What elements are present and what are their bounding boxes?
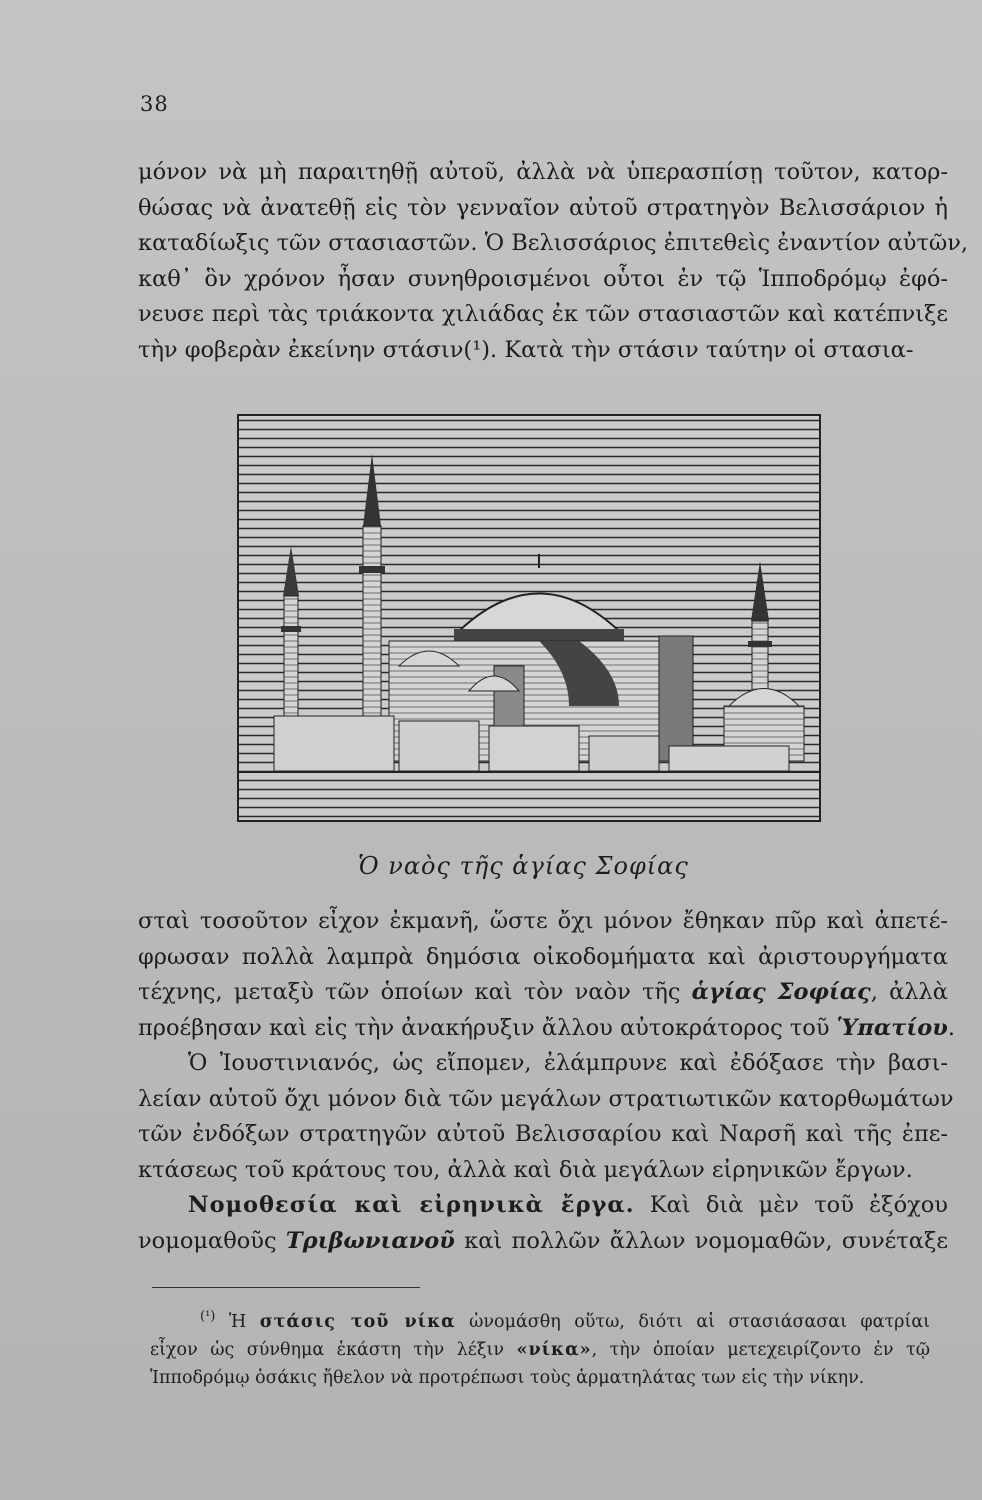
text-run: . xyxy=(947,1014,955,1041)
text-line: τὴν φοβερὰν ἐκείνην στάσιν(¹). Κατὰ τὴν στάσιν ταύτην οἱ στασια- xyxy=(138,336,914,363)
top-paragraph xyxy=(138,155,969,368)
section-heading: Νομοθεσία καὶ εἰρηνικὰ ἔργα. xyxy=(188,1192,635,1218)
text-run: Ἡ xyxy=(215,1311,260,1332)
text-line: θώσας νὰ ἀνατεθῇ εἰς τὸν γενναῖον αὐτοῦ στρατηγὸν Βελισσάριον ἡ xyxy=(138,194,948,221)
text-run: καὶ πολλῶν ἄλλων νομομαθῶν, συνέταξε xyxy=(454,1227,948,1254)
text-line: Ὁ Ἰουστινιανός, ὡς εἴπομεν, ἐλάμπρυνε καὶ ἐδόξασε τὴν βασι- xyxy=(188,1050,948,1076)
page-number: 38 xyxy=(140,92,169,116)
figure-caption: Ὁ ναὸς τῆς ἁγίας Σοφίας xyxy=(358,852,689,880)
footnote-term: «νίκα» xyxy=(516,1339,592,1360)
footnote xyxy=(150,1303,930,1392)
footnote-line xyxy=(150,1336,930,1364)
text-line: λείαν αὐτοῦ ὄχι μόνον διὰ τῶν μεγάλων στρατιωτικῶν κατορθωμάτων xyxy=(138,1085,954,1112)
text-line xyxy=(138,1011,955,1047)
footnote-marker: (¹) xyxy=(200,1309,216,1324)
text-line: μόνον νὰ μὴ παραιτηθῇ αὐτοῦ, ἀλλὰ νὰ ὑπερασπίσῃ τοῦτον, κατορ- xyxy=(138,159,948,185)
footnote-line: Ἱπποδρόμῳ ὁσάκις ἤθελον νὰ προτρέπωσι τοὺς ἁρματηλάτας των εἰς τὴν νίκην. xyxy=(150,1367,865,1388)
text-line: σταὶ τοσοῦτον εἶχον ἐκμανῆ, ὥστε ὄχι μόνον ἔθηκαν πῦρ καὶ ἀπετέ- xyxy=(138,908,948,934)
text-line: καταδίωξις τῶν στασιαστῶν. Ὁ Βελισσάριος ἐπιτεθεὶς ἐναντίον αὐτῶν, xyxy=(138,230,969,256)
hagia-sophia-engraving xyxy=(237,414,821,822)
text-run: εἶχον ὡς σύνθημα ἑκάστη τὴν λέξιν xyxy=(150,1339,517,1360)
text-line xyxy=(138,1188,948,1224)
footnote-term: στάσις τοῦ νίκα xyxy=(259,1311,456,1332)
emphasis-hagia-sophia: ἁγίας Σοφίας xyxy=(691,979,871,1005)
text-run: τέχνης, μεταξὺ τῶν ὁποίων καὶ τὸν ναὸν τῆς xyxy=(138,979,692,1005)
text-line xyxy=(138,975,948,1011)
text-run: Καὶ διὰ μὲν τοῦ ἐξόχου xyxy=(634,1192,948,1218)
text-line: νευσε περὶ τὰς τριάκοντα χιλιάδας ἐκ τῶν στασιαστῶν καὶ κατέπνιξε xyxy=(138,301,948,327)
text-run: προέβησαν καὶ εἰς τὴν ἀνακήρυξιν ἄλλου αὐτοκράτορος τοῦ xyxy=(138,1014,837,1041)
text-line xyxy=(138,1224,948,1260)
emphasis-hypatios: Ὑπατίου xyxy=(836,1014,948,1041)
text-line: κτάσεως τοῦ κράτους του, ἀλλὰ καὶ διὰ μεγάλων εἰρηνικῶν ἔργων. xyxy=(138,1156,913,1183)
text-line: τῶν ἐνδόξων στρατηγῶν αὐτοῦ Βελισσαρίου καὶ Ναρσῆ καὶ τῆς ἐπε- xyxy=(138,1121,948,1147)
emphasis-tribonian: Τριβωνιανοῦ xyxy=(285,1227,455,1254)
footnote-line xyxy=(150,1303,930,1336)
text-run: νομομαθοῦς xyxy=(138,1227,286,1254)
text-run: , τὴν ὁποίαν μετεχειρίζοντο ἐν τῷ xyxy=(591,1339,930,1360)
text-line: φρωσαν πολλὰ λαμπρὰ δημόσια οἰκοδομήματα καὶ ἀριστουργήματα xyxy=(138,943,948,970)
bottom-paragraphs xyxy=(138,904,955,1259)
text-line: καθ᾿ ὃν χρόνον ἦσαν συνηθροισμένοι οὗτοι ἐν τῷ Ἱπποδρόμῳ ἐφό- xyxy=(138,265,948,292)
footnote-divider xyxy=(152,1287,420,1288)
text-run: , ἀλλὰ xyxy=(870,979,949,1005)
text-run: ὠνομάσθη οὕτω, διότι αἱ στασιάσασαι φατρίαι xyxy=(455,1311,930,1332)
